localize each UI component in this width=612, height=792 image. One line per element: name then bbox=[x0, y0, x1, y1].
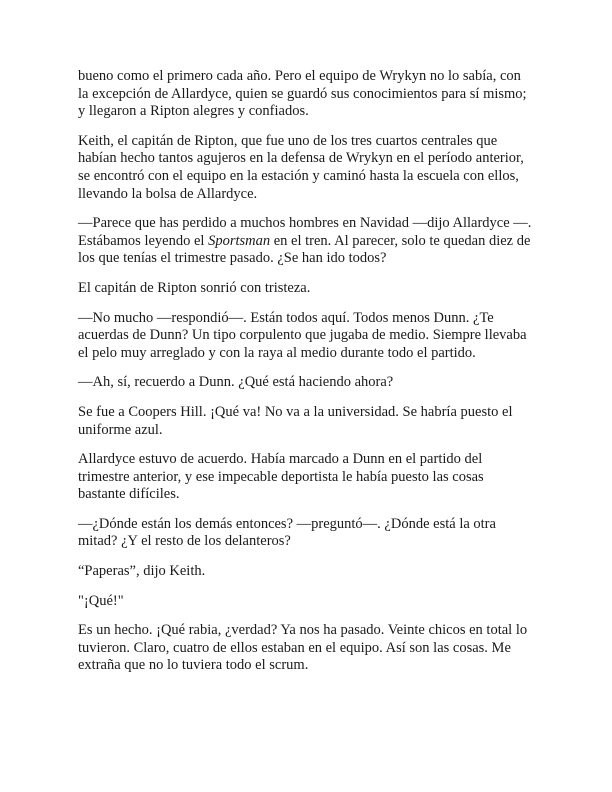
paragraph-2: Keith, el capitán de Ripton, que fue uno de los tres cuartos centrales que habían hecho tantos agujeros en la defensa de Wrykyn en el período anterior, se encontró con el equipo en la estación y caminó hasta la escuela con ellos, llevando la bolsa de Allardyce. bbox=[78, 132, 524, 202]
paragraph-6: —Ah, sí, recuerdo a Dunn. ¿Qué está haciendo ahora? bbox=[78, 374, 394, 391]
paragraph-8: Allardyce estuvo de acuerdo. Había marcado a Dunn en el partido del trimestre anterior, y ese impecable deportista le había puesto las cosas bastante difíciles. bbox=[78, 451, 484, 503]
paragraph-3 bbox=[78, 215, 534, 268]
document-page bbox=[78, 68, 534, 687]
paragraph-9: —¿Dónde están los demás entonces? —preguntó—. ¿Dónde está la otra mitad? ¿Y el resto de los delanteros? bbox=[78, 515, 496, 550]
paragraph-7: Se fue a Coopers Hill. ¡Qué va! No va a la universidad. Se habría puesto el uniforme azul. bbox=[78, 403, 513, 438]
paragraph-4: El capitán de Ripton sonrió con tristeza. bbox=[78, 279, 311, 296]
paragraph-3-start: —Parece que has perdido a muchos hombres en Navidad —dijo Allardyce —. Estábamos leyendo el bbox=[78, 215, 532, 249]
paragraph-3-end: en el tren. Al parecer, solo te quedan diez de los que tenías el trimestre pasado. ¿Se han ido todos? bbox=[78, 232, 531, 267]
paragraph-10: “Paperas”, dijo Keith. bbox=[78, 563, 206, 580]
paragraph-11: "¡Qué!" bbox=[78, 592, 124, 609]
paragraph-1: bueno como el primero cada año. Pero el equipo de Wrykyn no lo sabía, con la excepción de Allardyce, quien se guardó sus conocimientos para sí mismo; y llegaron a Ripton alegres y confiados. bbox=[78, 68, 527, 120]
paragraph-5: —No mucho —respondió—. Están todos aquí. Todos menos Dunn. ¿Te acuerdas de Dunn? Un tipo corpulento que jugaba de medio. Siempre llevaba el pelo muy arreglado y con la raya al medio durante todo el partido. bbox=[78, 309, 527, 361]
italic-title-sportsman: Sportsman bbox=[208, 232, 271, 249]
paragraph-12: Es un hecho. ¡Qué rabia, ¿verdad? Ya nos ha pasado. Veinte chicos en total lo tuvieron. Claro, cuatro de ellos estaban en el equipo. Así son las cosas. Me extraña que no lo tuviera todo el scrum. bbox=[78, 622, 528, 674]
